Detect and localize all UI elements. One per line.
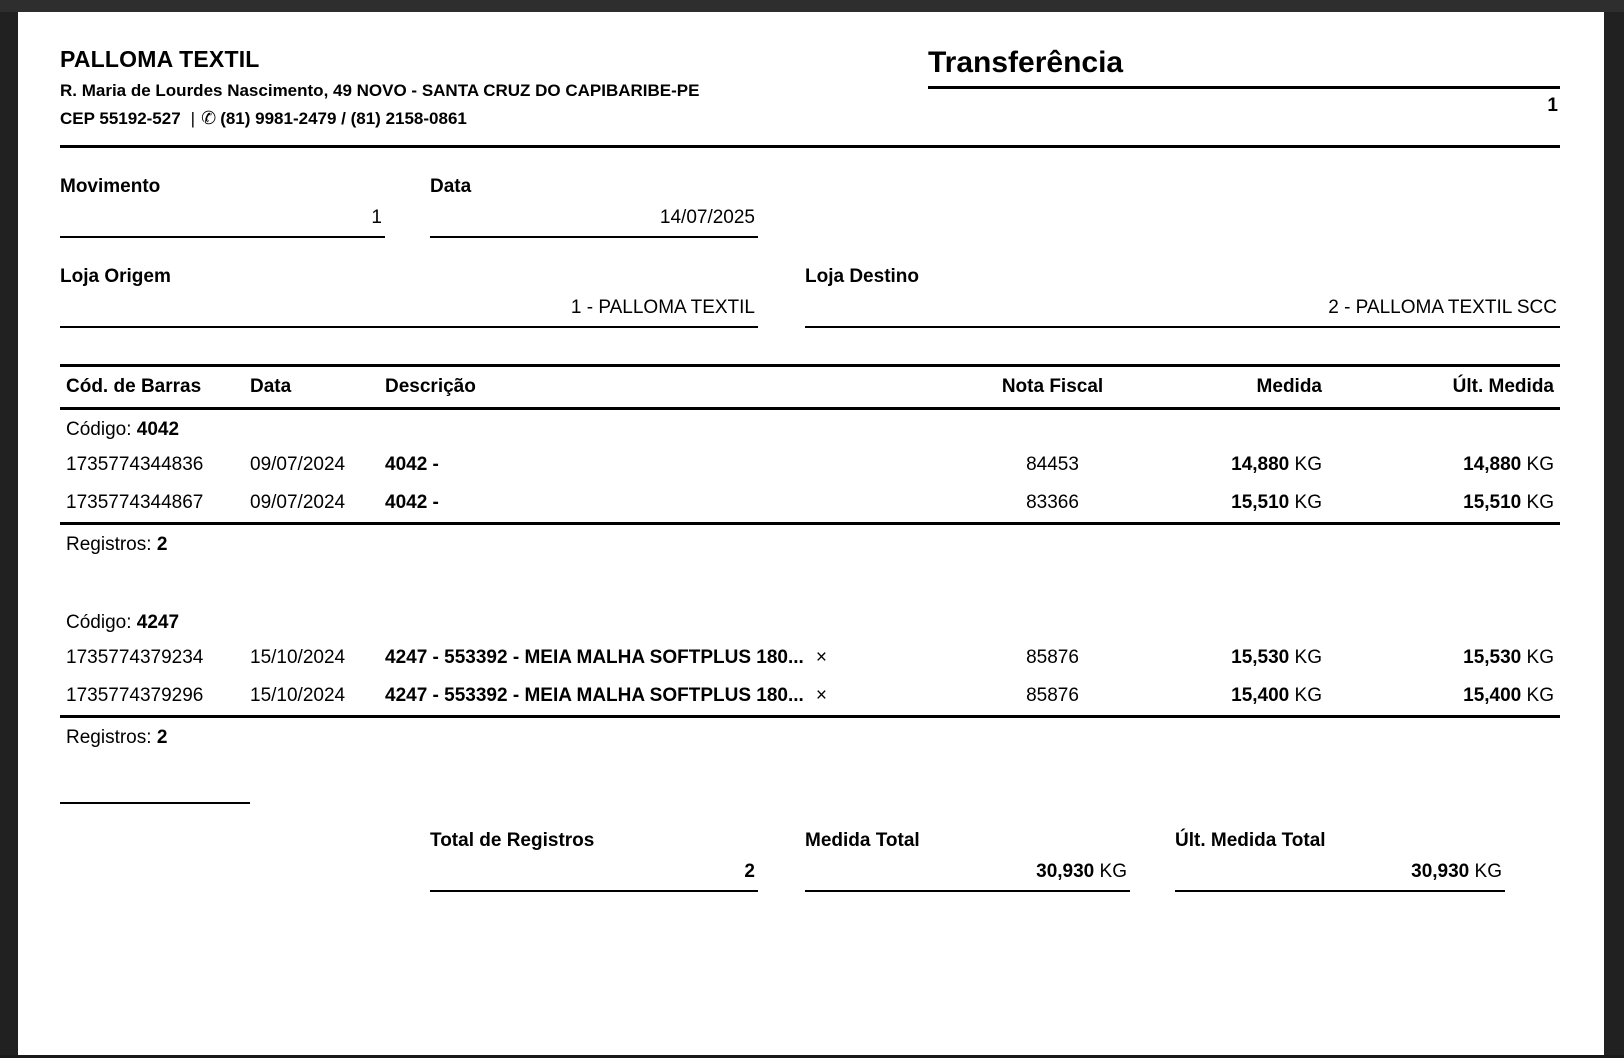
ult-medida-unit: KG — [1521, 454, 1554, 475]
spacer — [1130, 830, 1175, 892]
item-group — [60, 603, 1560, 754]
cell-barcode: 1735774344867 — [66, 492, 204, 513]
total-registros-field — [430, 830, 758, 892]
col-header-date: Data — [250, 376, 292, 397]
fields-row-2 — [60, 266, 1560, 328]
company-address: R. Maria de Lourdes Nascimento, 49 NOVO - SANTA CRUZ DO CAPIBARIBE-PE — [60, 81, 700, 100]
cell-barcode: 1735774379296 — [66, 685, 204, 706]
fields-row-1 — [60, 176, 1560, 238]
company-contact-line — [60, 108, 699, 129]
spacer — [60, 830, 430, 892]
totals-row — [60, 830, 1560, 892]
company-cep: CEP 55192-527 — [60, 109, 181, 128]
data-label: Data — [430, 176, 472, 197]
movimento-value: 1 — [60, 198, 385, 238]
data-field — [430, 176, 758, 238]
registros-label: Registros: — [66, 727, 152, 748]
cell-medida — [1165, 647, 1322, 669]
registros-label: Registros: — [66, 534, 152, 555]
medida-total-label: Medida Total — [805, 830, 920, 851]
report-page — [18, 12, 1604, 1058]
medida-total-number: 30,930 — [1036, 861, 1095, 882]
loja-destino-field — [805, 266, 1560, 328]
viewer-top-edge — [0, 0, 1624, 12]
description-text: 4042 - — [385, 492, 439, 513]
loja-origem-label: Loja Origem — [60, 266, 171, 287]
table-row — [60, 484, 1560, 522]
cell-date: 09/07/2024 — [250, 454, 346, 475]
group-code-line — [60, 410, 1560, 446]
group-code-value: 4042 — [136, 419, 180, 440]
movimento-label: Movimento — [60, 176, 161, 197]
cell-date: 15/10/2024 — [250, 647, 346, 668]
medida-unit: KG — [1289, 454, 1322, 475]
medida-total-unit: KG — [1094, 861, 1127, 882]
company-phones: (81) 9981-2479 / (81) 2158-0861 — [220, 109, 467, 128]
page-title: Transferência — [928, 46, 1560, 89]
group-code-label: Código: — [66, 612, 132, 633]
company-block — [60, 46, 699, 129]
ult-medida-number: 15,530 — [1463, 647, 1522, 668]
group-registros-line — [60, 525, 1560, 561]
phone-icon: ✆ — [201, 108, 217, 128]
data-value: 14/07/2025 — [430, 198, 758, 238]
cell-medida — [1165, 454, 1322, 476]
page-number: 1 — [1547, 95, 1558, 116]
item-group — [60, 410, 1560, 561]
col-header-barcode: Cód. de Barras — [66, 376, 202, 397]
x-mark: × — [815, 647, 827, 668]
col-header-description: Descrição — [385, 376, 476, 397]
cell-nota-fiscal: 85876 — [1026, 647, 1079, 668]
loja-origem-value: 1 - PALLOMA TEXTIL — [60, 288, 758, 328]
group-rows — [60, 639, 1560, 718]
group-rows — [60, 446, 1560, 525]
cell-nota-fiscal: 83366 — [1026, 492, 1079, 513]
loja-destino-value: 2 - PALLOMA TEXTIL SCC — [805, 288, 1560, 328]
movimento-field — [60, 176, 385, 238]
spacer — [385, 176, 430, 238]
cell-description — [385, 454, 940, 476]
registros-count: 2 — [156, 727, 168, 748]
medida-number: 14,880 — [1231, 454, 1290, 475]
table-row — [60, 446, 1560, 484]
table-row — [60, 677, 1560, 715]
cell-ult-medida — [1322, 454, 1560, 476]
medida-number: 15,400 — [1231, 685, 1290, 706]
footer-short-rule — [60, 802, 250, 804]
spacer — [758, 266, 805, 328]
loja-destino-label: Loja Destino — [805, 266, 920, 287]
medida-number: 15,530 — [1231, 647, 1290, 668]
cell-ult-medida — [1322, 647, 1560, 669]
col-header-nota-fiscal: Nota Fiscal — [1001, 376, 1104, 397]
col-header-medida: Medida — [1256, 376, 1322, 397]
description-text: 4247 - 553392 - MEIA MALHA SOFTPLUS 180... — [385, 685, 804, 706]
cell-date: 09/07/2024 — [250, 492, 346, 513]
group-code-line — [60, 603, 1560, 639]
ult-medida-unit: KG — [1521, 492, 1554, 513]
cell-nota-fiscal: 84453 — [1026, 454, 1079, 475]
description-text: 4247 - 553392 - MEIA MALHA SOFTPLUS 180... — [385, 647, 804, 668]
table-row — [60, 639, 1560, 677]
ult-medida-number: 15,400 — [1463, 685, 1522, 706]
medida-total-value — [805, 852, 1130, 892]
total-registros-value — [430, 852, 758, 892]
group-code-label: Código: — [66, 419, 132, 440]
col-header-ult-medida: Últ. Medida — [1452, 376, 1554, 397]
x-mark — [439, 454, 451, 475]
ult-medida-total-field — [1175, 830, 1505, 892]
cell-description — [385, 492, 940, 514]
x-mark: × — [815, 685, 827, 706]
ult-medida-unit: KG — [1521, 685, 1554, 706]
cell-ult-medida — [1322, 492, 1560, 514]
medida-unit: KG — [1289, 492, 1322, 513]
cell-medida — [1165, 492, 1322, 514]
group-registros-line — [60, 718, 1560, 754]
table-header-row — [60, 364, 1560, 410]
ult-medida-total-value — [1175, 852, 1505, 892]
cell-barcode: 1735774344836 — [66, 454, 204, 475]
medida-total-field — [805, 830, 1130, 892]
ult-medida-total-number: 30,930 — [1411, 861, 1470, 882]
report-header — [60, 46, 1560, 129]
items-table — [60, 364, 1560, 754]
loja-origem-field — [60, 266, 758, 328]
cell-description — [385, 685, 940, 707]
cell-barcode: 1735774379234 — [66, 647, 204, 668]
group-code-value: 4247 — [136, 612, 180, 633]
report-content — [18, 12, 1602, 892]
cell-medida — [1165, 685, 1322, 707]
total-registros-number: 2 — [744, 861, 755, 882]
cell-ult-medida — [1322, 685, 1560, 707]
ult-medida-number: 15,510 — [1463, 492, 1522, 513]
cell-description — [385, 647, 940, 669]
total-registros-label: Total de Registros — [430, 830, 595, 851]
header-divider — [60, 145, 1560, 148]
medida-number: 15,510 — [1231, 492, 1290, 513]
company-name: PALLOMA TEXTIL — [60, 46, 260, 72]
spacer — [758, 830, 805, 892]
cell-date: 15/10/2024 — [250, 685, 346, 706]
ult-medida-unit: KG — [1521, 647, 1554, 668]
x-mark — [439, 492, 451, 513]
contact-separator: | — [190, 109, 196, 128]
medida-unit: KG — [1289, 685, 1322, 706]
title-block — [928, 46, 1560, 117]
medida-unit: KG — [1289, 647, 1322, 668]
ult-medida-total-label: Últ. Medida Total — [1175, 830, 1326, 851]
ult-medida-total-unit: KG — [1469, 861, 1502, 882]
cell-nota-fiscal: 85876 — [1026, 685, 1079, 706]
ult-medida-number: 14,880 — [1463, 454, 1522, 475]
description-text: 4042 - — [385, 454, 439, 475]
registros-count: 2 — [156, 534, 168, 555]
